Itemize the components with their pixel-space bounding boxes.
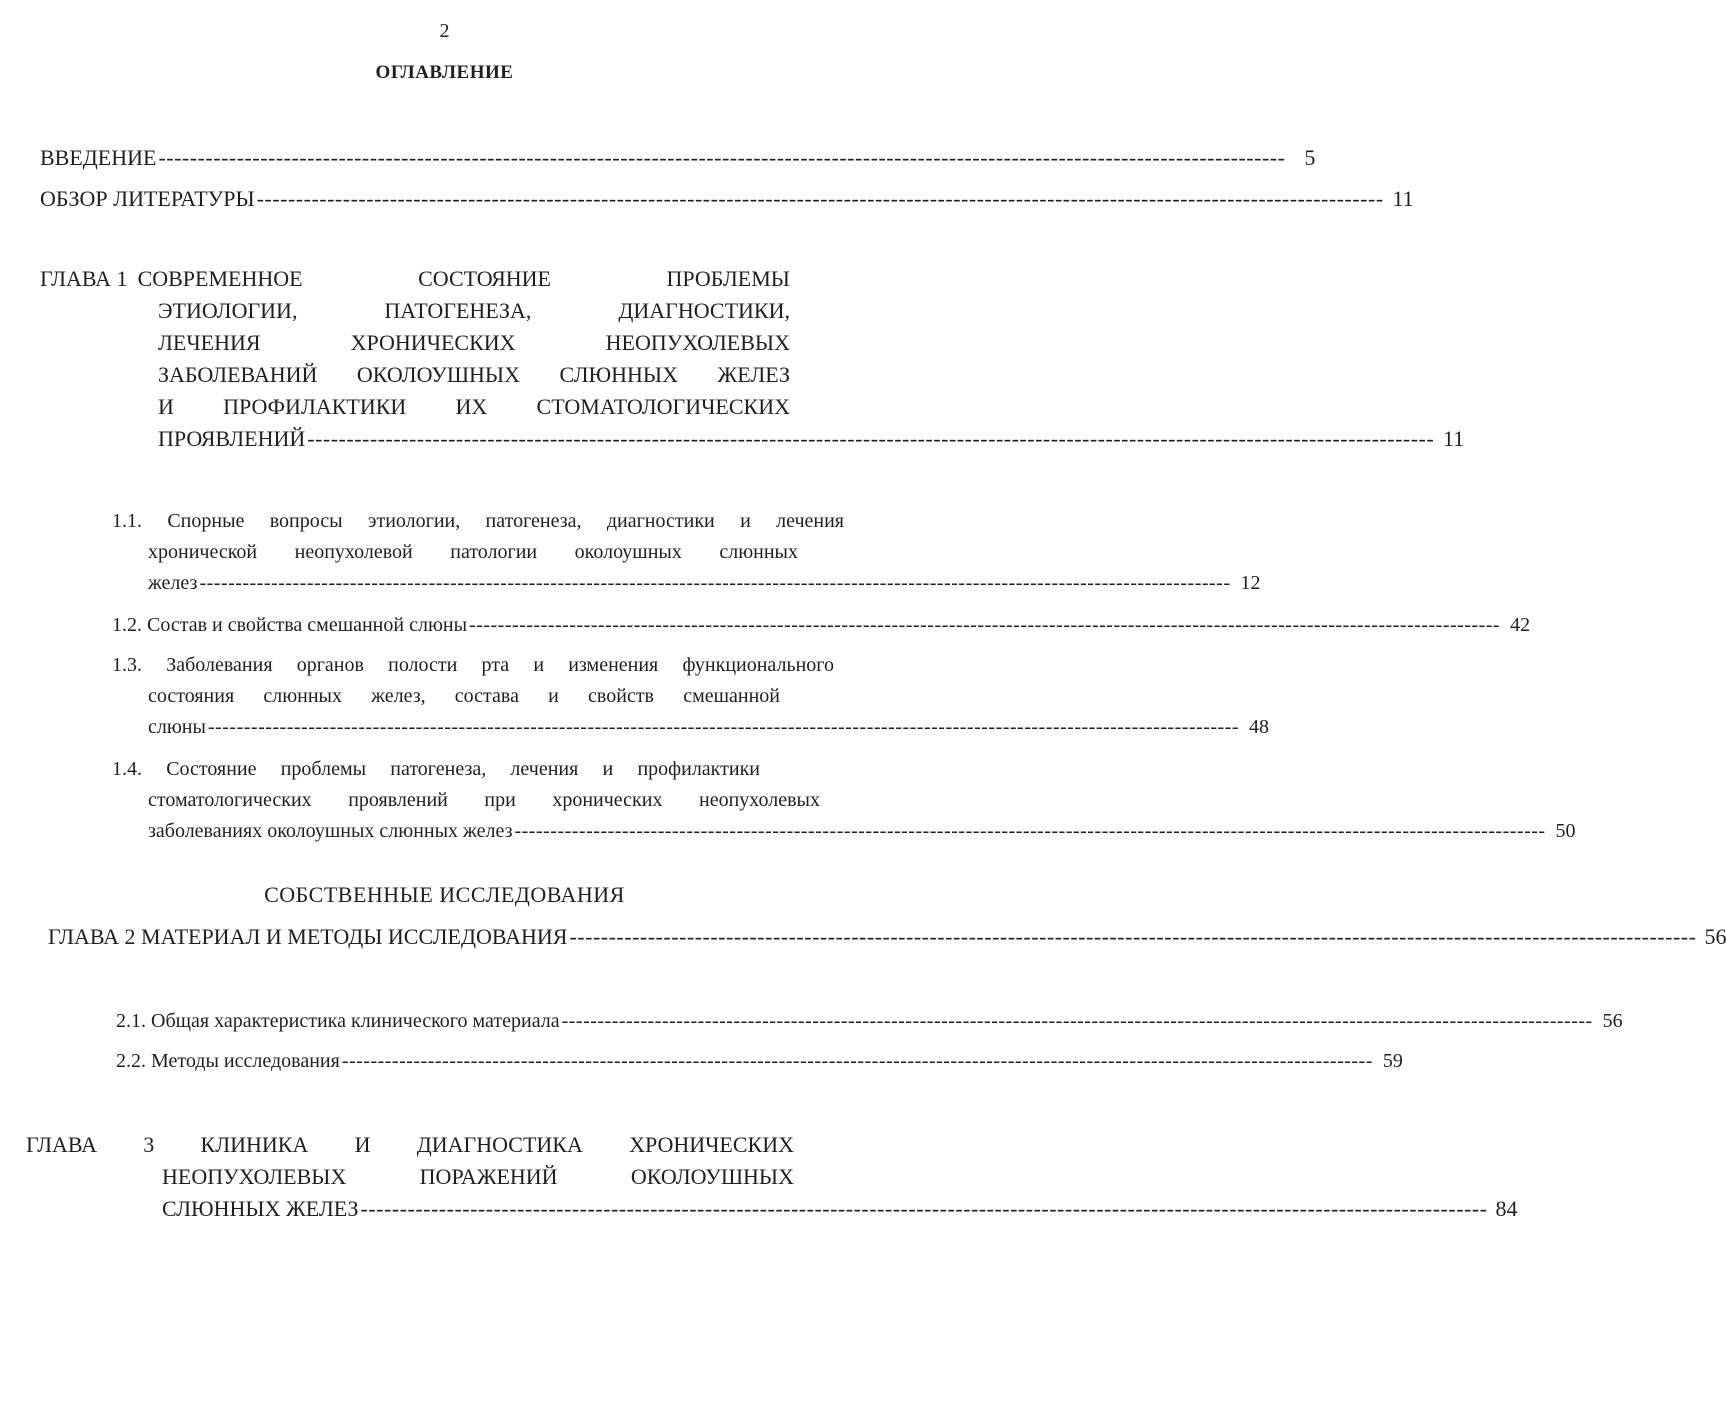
toc-entry-section-2-2[interactable]	[116, 1050, 1403, 1078]
toc-entry-title-line: стоматологических проявлений при хронических неопухолевых	[148, 789, 820, 811]
toc-page-number: 11	[1392, 186, 1414, 211]
toc-entry-title-line: ПРОЯВЛЕНИЙ	[158, 426, 306, 451]
toc-entry-section-1-4[interactable]	[112, 758, 1576, 850]
toc-entry-title-line: СОВРЕМЕННОЕ СОСТОЯНИЕ ПРОБЛЕМЫ	[137, 266, 790, 291]
toc-entry-title-line: 1.3. Заболевания органов полости рта и изменения функционального	[112, 654, 834, 676]
toc-page-number: 84	[1495, 1196, 1518, 1221]
toc-page-number: 50	[1555, 820, 1576, 842]
dot-leader: ------------------------------------------------------------------------------------------------------------------------------------------------	[341, 1050, 1373, 1072]
toc-entry-title-line: состояния слюнных желез, состава и свойств смешанной	[148, 685, 780, 707]
page-number: 2	[439, 20, 450, 42]
dot-leader: ------------------------------------------------------------------------------------------------------------------------------------------------	[514, 820, 1546, 842]
toc-page-number: 11	[1443, 426, 1465, 451]
toc-page-number: 42	[1510, 614, 1531, 636]
toc-entry-title-line: СЛЮННЫХ ЖЕЛЕЗ	[162, 1196, 359, 1221]
toc-entry-title: ВВЕДЕНИЕ	[40, 145, 157, 170]
toc-entry-title-line: 1.1. Спорные вопросы этиологии, патогенеза, диагностики и лечения	[112, 510, 844, 532]
toc-page-number: 56	[1704, 924, 1726, 949]
dot-leader: ------------------------------------------------------------------------------------------------------------------------------------------------	[561, 1010, 1593, 1032]
toc-entry-title: 2.2. Методы исследования	[116, 1050, 340, 1072]
toc-entry-title-line: ЛЕЧЕНИЯ ХРОНИЧЕСКИХ НЕОПУХОЛЕВЫХ	[158, 330, 790, 355]
dot-leader: ------------------------------------------------------------------------------------------------------------------------------------------------	[307, 426, 1435, 451]
toc-entry-title-line: ЗАБОЛЕВАНИЙ ОКОЛОУШНЫХ СЛЮННЫХ ЖЕЛЕЗ	[158, 362, 790, 387]
toc-entry-chapter-1[interactable]	[40, 266, 1465, 456]
toc-entry-title-line: И ПРОФИЛАКТИКИ ИХ СТОМАТОЛОГИЧЕСКИХ	[158, 394, 790, 419]
toc-entry-title-line: слюны	[148, 716, 206, 738]
toc-entry-title: ОБЗОР ЛИТЕРАТУРЫ	[40, 186, 255, 211]
dot-leader: ------------------------------------------------------------------------------------------------------------------------------------------------	[360, 1196, 1488, 1221]
toc-entry-chapter-3[interactable]	[26, 1132, 1518, 1228]
toc-entry-chapter-2[interactable]	[48, 924, 1726, 954]
toc-page-number: 59	[1382, 1050, 1403, 1072]
toc-entry-section-1-3[interactable]	[112, 654, 1270, 746]
dot-leader: ------------------------------------------------------------------------------------------------------------------------------------------------	[199, 572, 1231, 594]
dot-leader: ------------------------------------------------------------------------------------------------------------------------------------------------	[469, 614, 1501, 636]
toc-entry-title-line: 1.4. Состояние проблемы патогенеза, лечения и профилактики	[112, 758, 760, 780]
toc-page-number: 5	[1304, 145, 1316, 170]
toc-entry-title-line: ГЛАВА 3 КЛИНИКА И ДИАГНОСТИКА ХРОНИЧЕСКИХ	[26, 1132, 794, 1157]
toc-entry-title: 2.1. Общая характеристика клинического материала	[116, 1010, 560, 1032]
toc-entry-review[interactable]	[40, 186, 1414, 216]
toc-entry-section-1-2[interactable]	[112, 614, 1531, 642]
toc-entry-title-line: желез	[148, 572, 198, 594]
toc-page-number: 56	[1602, 1010, 1623, 1032]
dot-leader: ------------------------------------------------------------------------------------------------------------------------------------------------	[207, 716, 1240, 738]
toc-page-number: 12	[1240, 572, 1261, 594]
toc-entry-title: ГЛАВА 2 МАТЕРИАЛ И МЕТОДЫ ИССЛЕДОВАНИЯ	[48, 924, 568, 949]
toc-entry-title-line: заболеваниях околоушных слюнных желез	[148, 820, 513, 842]
dot-leader: ------------------------------------------------------------------------------------------------------------------------------------------------	[158, 145, 1286, 170]
toc-entry-title-line: ЭТИОЛОГИИ, ПАТОГЕНЕЗА, ДИАГНОСТИКИ,	[158, 298, 790, 323]
dot-leader: ------------------------------------------------------------------------------------------------------------------------------------------------	[256, 186, 1384, 211]
toc-entry-intro[interactable]	[40, 145, 1316, 175]
toc-entry-title-line: НЕОПУХОЛЕВЫХ ПОРАЖЕНИЙ ОКОЛОУШНЫХ	[162, 1164, 794, 1189]
section-heading-own-research: СОБСТВЕННЫЕ ИССЛЕДОВАНИЯ	[264, 882, 625, 907]
chapter-label: ГЛАВА 1	[40, 266, 128, 291]
dot-leader: ------------------------------------------------------------------------------------------------------------------------------------------------	[569, 924, 1697, 949]
page-title: ОГЛАВЛЕНИЕ	[375, 62, 514, 83]
toc-entry-title-line: хронической неопухолевой патологии околоушных слюнных	[148, 541, 798, 563]
toc-entry-section-1-1[interactable]	[112, 510, 1261, 602]
toc-entry-section-2-1[interactable]	[116, 1010, 1623, 1038]
toc-entry-title: 1.2. Состав и свойства смешанной слюны	[112, 614, 468, 636]
toc-page-number: 48	[1249, 716, 1270, 738]
